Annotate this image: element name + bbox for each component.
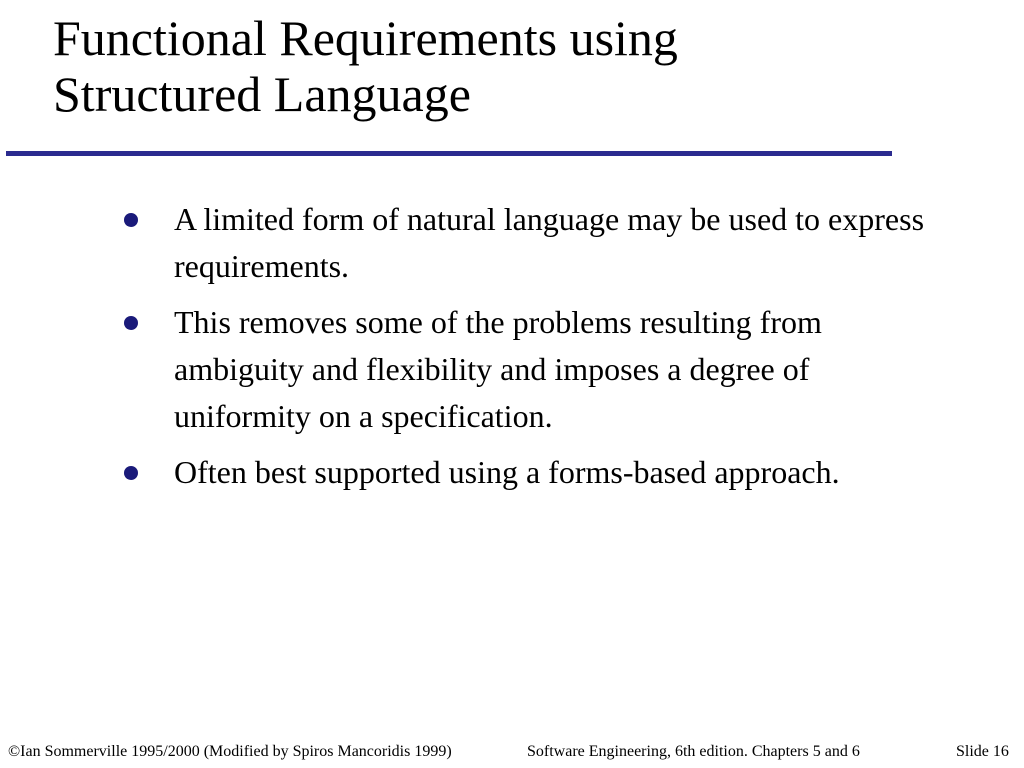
bullet-dot-icon	[124, 466, 138, 480]
bullet-item-1	[118, 196, 948, 290]
title-underline-rule	[6, 151, 892, 156]
bullet-dot-icon	[124, 213, 138, 227]
bullet-text: This removes some of the problems resulting from ambiguity and flexibility and imposes a degree of uniformity on a specification.	[174, 304, 822, 434]
bullet-dot-icon	[124, 316, 138, 330]
footer-slide-number: Slide 16	[956, 743, 1009, 760]
bullet-item-2	[118, 299, 948, 440]
slide-title-line-2: Structured Language	[53, 66, 471, 122]
footer-book-info: Software Engineering, 6th edition. Chapters 5 and 6	[527, 743, 860, 760]
footer-copyright: ©Ian Sommerville 1995/2000 (Modified by Spiros Mancoridis 1999)	[8, 743, 452, 760]
bullet-item-3	[118, 449, 948, 496]
bullet-text: Often best supported using a forms-based approach.	[174, 454, 840, 490]
bullet-list	[118, 196, 948, 505]
bullet-text: A limited form of natural language may be used to express requirements.	[174, 201, 925, 284]
slide-title	[53, 10, 933, 122]
slide-title-line-1: Functional Requirements using	[53, 10, 678, 66]
